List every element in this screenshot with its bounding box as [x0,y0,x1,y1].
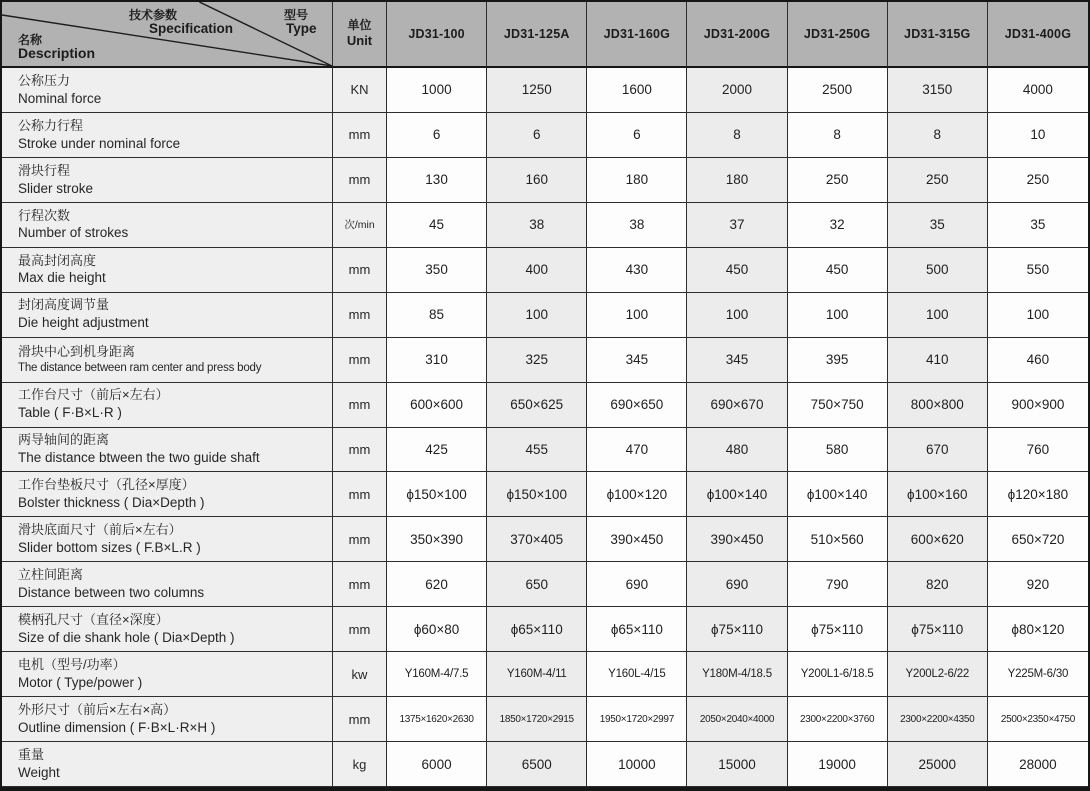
value-cell: ϕ100×140 [788,472,888,517]
header-model-jd31-315g: JD31-315G [888,2,988,68]
value-cell: ϕ100×140 [687,472,787,517]
value-cell: 2500×2350×4750 [988,697,1088,742]
row-label-cell [2,742,333,787]
value-cell: 920 [988,562,1088,607]
value-cell: 450 [687,248,787,293]
value-cell: 100 [988,293,1088,338]
value-cell: 430 [587,248,687,293]
row-label-zh: 公称力行程 [18,117,84,133]
value-cell: 410 [888,338,988,383]
value-cell: Y200L1-6/18.5 [788,652,888,697]
row-label-cell [2,472,333,517]
row-label-zh: 两导轴间的距离 [18,432,110,448]
value-cell: 8 [888,113,988,158]
value-cell: 350 [387,248,487,293]
header-model-jd31-250g: JD31-250G [788,2,888,68]
header-unit-cell [333,2,387,68]
value-cell: ϕ75×110 [888,607,988,652]
unit-header-zh: 单位 [347,17,372,32]
value-cell: 1850×1720×2915 [487,697,587,742]
value-cell: 2050×2040×4000 [687,697,787,742]
header-corner-cell [2,2,333,68]
value-cell: 620 [387,562,487,607]
value-cell: 325 [487,338,587,383]
value-cell: 38 [487,203,587,248]
value-cell: 550 [988,248,1088,293]
value-cell: 460 [988,338,1088,383]
value-cell: 38 [587,203,687,248]
row-label-zh: 滑块行程 [18,162,71,178]
value-cell: 1600 [587,68,687,113]
value-cell: 470 [587,428,687,473]
header-model-jd31-100: JD31-100 [387,2,487,68]
value-cell: 250 [988,158,1088,203]
value-cell: 100 [487,293,587,338]
row-label-en: Distance between two columns [18,584,205,600]
value-cell: ϕ150×100 [387,472,487,517]
value-cell: 500 [888,248,988,293]
row-label-cell [2,338,333,383]
value-cell: 250 [788,158,888,203]
value-cell: 400 [487,248,587,293]
value-cell: 35 [888,203,988,248]
value-cell: 1375×1620×2630 [387,697,487,742]
value-cell: 100 [888,293,988,338]
unit-cell: kg [333,742,387,787]
corner-specification-en: Specification [149,21,234,36]
value-cell: 690 [587,562,687,607]
row-label-en: Weight [18,764,60,780]
row-label-cell [2,158,333,203]
row-label-en: Bolster thickness ( Dia×Depth ) [18,495,205,511]
value-cell: 350×390 [387,517,487,562]
value-cell: 100 [788,293,888,338]
value-cell: 455 [487,428,587,473]
value-cell: ϕ120×180 [988,472,1088,517]
value-cell: 580 [788,428,888,473]
row-label-zh: 滑块中心到机身距离 [18,343,136,359]
value-cell: 100 [687,293,787,338]
value-cell: 1250 [487,68,587,113]
value-cell: Y160M-4/7.5 [387,652,487,697]
value-cell: 250 [888,158,988,203]
value-cell: Y200L2-6/22 [888,652,988,697]
unit-cell: mm [333,113,387,158]
value-cell: ϕ60×80 [387,607,487,652]
value-cell: 8 [687,113,787,158]
value-cell: 100 [587,293,687,338]
value-cell: ϕ80×120 [988,607,1088,652]
value-cell: 180 [687,158,787,203]
unit-cell: mm [333,338,387,383]
unit-cell: mm [333,697,387,742]
value-cell: 690×650 [587,383,687,428]
value-cell: Y160M-4/11 [487,652,587,697]
value-cell: 8 [788,113,888,158]
value-cell: 650×720 [988,517,1088,562]
value-cell: 800×800 [888,383,988,428]
value-cell: 35 [988,203,1088,248]
value-cell: 3150 [888,68,988,113]
corner-description-en: Description [18,45,96,61]
value-cell: 390×450 [687,517,787,562]
row-label-en: Stroke under nominal force [18,135,181,151]
row-label-zh: 最高封闭高度 [18,252,97,268]
value-cell: 6500 [487,742,587,787]
value-cell: 750×750 [788,383,888,428]
value-cell: 345 [687,338,787,383]
value-cell: Y180M-4/18.5 [687,652,787,697]
value-cell: 345 [587,338,687,383]
row-label-cell [2,607,333,652]
row-label-en: The distance between ram center and press body [18,361,262,374]
value-cell: Y160L-4/15 [587,652,687,697]
value-cell: 32 [788,203,888,248]
value-cell: ϕ100×120 [587,472,687,517]
unit-cell: 次/min [333,203,387,248]
value-cell: 650×625 [487,383,587,428]
row-label-cell [2,562,333,607]
value-cell: 690×670 [687,383,787,428]
row-label-cell [2,203,333,248]
row-label-zh: 外形尺寸（前后×左右×高） [18,701,177,717]
value-cell: ϕ65×110 [487,607,587,652]
value-cell: 180 [587,158,687,203]
value-cell: 2300×2200×3760 [788,697,888,742]
row-label-zh: 行程次数 [18,207,71,223]
value-cell: 650 [487,562,587,607]
corner-type-en: Type [286,21,317,36]
row-label-zh: 工作台尺寸（前后×左右） [18,387,169,403]
value-cell: 45 [387,203,487,248]
value-cell: 450 [788,248,888,293]
value-cell: 760 [988,428,1088,473]
value-cell: ϕ150×100 [487,472,587,517]
header-model-jd31-400g: JD31-400G [988,2,1088,68]
value-cell: 28000 [988,742,1088,787]
row-label-en: Slider bottom sizes ( F.B×L.R ) [18,540,201,556]
row-label-zh: 重量 [18,746,45,762]
value-cell: Y225M-6/30 [988,652,1088,697]
value-cell: 820 [888,562,988,607]
unit-header-en: Unit [346,33,373,49]
row-label-cell [2,383,333,428]
value-cell: 4000 [988,68,1088,113]
unit-cell: mm [333,517,387,562]
header-model-jd31-125a: JD31-125A [487,2,587,68]
unit-cell: mm [333,248,387,293]
unit-cell: mm [333,293,387,338]
row-label-en: The distance btween the two guide shaft [18,450,260,466]
value-cell: 15000 [687,742,787,787]
row-label-zh: 模柄孔尺寸（直径×深度） [18,612,169,627]
value-cell: 1000 [387,68,487,113]
row-label-cell [2,113,333,158]
value-cell: 6000 [387,742,487,787]
value-cell: 425 [387,428,487,473]
row-label-cell [2,517,333,562]
row-label-cell [2,697,333,742]
unit-cell: mm [333,383,387,428]
row-label-cell [2,428,333,473]
value-cell: 85 [387,293,487,338]
unit-cell: mm [333,607,387,652]
corner-description-zh: 名称 [18,33,43,47]
value-cell: 6 [387,113,487,158]
value-cell: 395 [788,338,888,383]
unit-cell: mm [333,428,387,473]
row-label-zh: 封闭高度调节量 [18,297,110,313]
value-cell: 510×560 [788,517,888,562]
value-cell: 19000 [788,742,888,787]
unit-cell: mm [333,562,387,607]
row-label-zh: 立柱间距离 [18,567,84,583]
value-cell: 2500 [788,68,888,113]
value-cell: 10 [988,113,1088,158]
value-cell: ϕ75×110 [687,607,787,652]
unit-cell: mm [333,472,387,517]
corner-type-zh: 型号 [284,8,309,22]
row-label-zh: 公称压力 [18,72,71,88]
value-cell: ϕ100×160 [888,472,988,517]
row-label-cell [2,293,333,338]
row-label-en: Motor ( Type/power ) [18,674,143,690]
row-label-en: Number of strokes [18,225,129,241]
value-cell: 160 [487,158,587,203]
row-label-cell [2,248,333,293]
value-cell: 10000 [587,742,687,787]
value-cell: ϕ75×110 [788,607,888,652]
value-cell: ϕ65×110 [587,607,687,652]
row-label-en: Die height adjustment [18,315,149,331]
row-label-zh: 工作台垫板尺寸（孔径×厚度） [18,477,195,493]
row-label-cell [2,652,333,697]
value-cell: 1950×1720×2997 [587,697,687,742]
row-label-en: Slider stroke [18,180,94,196]
row-label-en: Max die height [18,270,106,286]
value-cell: 25000 [888,742,988,787]
value-cell: 370×405 [487,517,587,562]
unit-cell: mm [333,158,387,203]
unit-cell: KN [333,68,387,113]
value-cell: 6 [587,113,687,158]
corner-specification-zh: 技术参数 [129,8,178,22]
header-model-jd31-200g: JD31-200G [687,2,787,68]
value-cell: 790 [788,562,888,607]
value-cell: 600×620 [888,517,988,562]
row-label-en: Nominal force [18,90,102,106]
value-cell: 130 [387,158,487,203]
value-cell: 600×600 [387,383,487,428]
value-cell: 310 [387,338,487,383]
unit-cell: kw [333,652,387,697]
row-label-zh: 电机（型号/功率） [18,656,126,672]
value-cell: 390×450 [587,517,687,562]
header-model-jd31-160g: JD31-160G [587,2,687,68]
row-label-zh: 滑块底面尺寸（前后×左右） [18,522,182,538]
row-label-en: Size of die shank hole ( Dia×Depth ) [18,629,235,645]
value-cell: 2300×2200×4350 [888,697,988,742]
value-cell: 900×900 [988,383,1088,428]
row-label-cell [2,68,333,113]
value-cell: 670 [888,428,988,473]
value-cell: 6 [487,113,587,158]
value-cell: 2000 [687,68,787,113]
value-cell: 37 [687,203,787,248]
value-cell: 690 [687,562,787,607]
row-label-en: Table ( F·B×L·R ) [18,405,122,421]
value-cell: 480 [687,428,787,473]
row-label-en: Outline dimension ( F·B×L·R×H ) [18,719,216,735]
